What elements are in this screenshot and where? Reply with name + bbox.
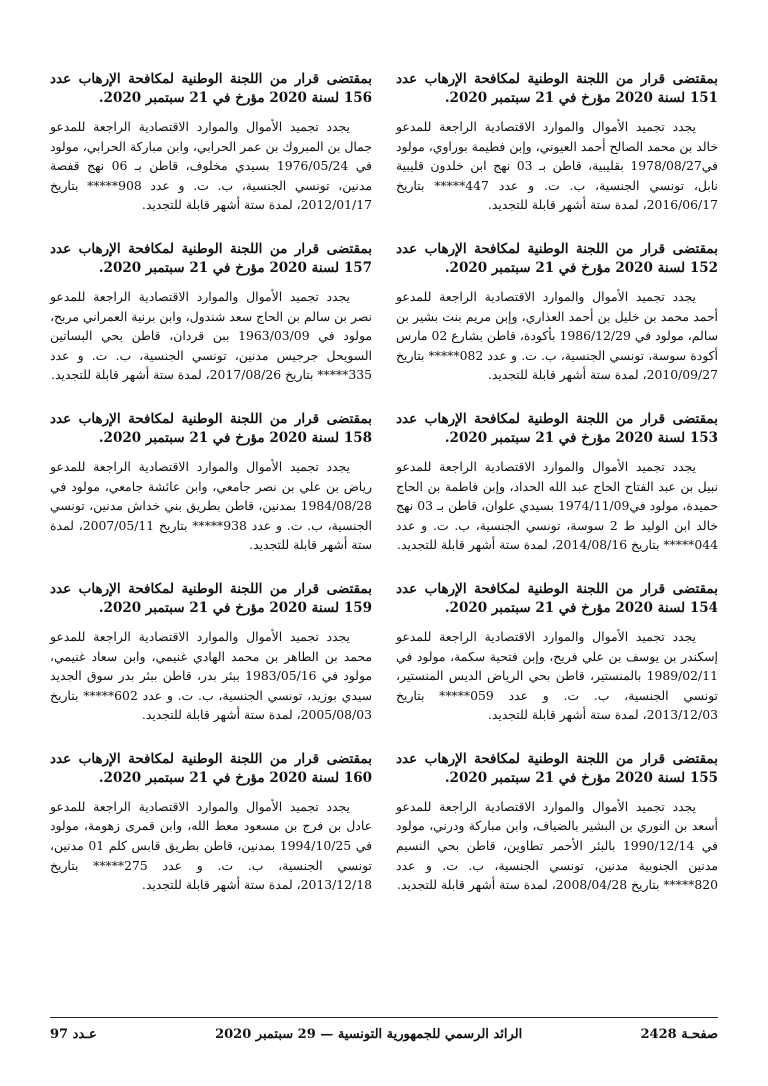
decree-body: يجدد تجميد الأموال والموارد الاقتصادية الراجعة للمدعو نصر بن سالم بن الحاج سعد شندول، وابن برنية العمراني مربح، مولود في 1963/03/09 ببن قردان، قاطن بحي البساتين السويحل جرجيس مدنين، تونسي الجنسية، ب. ت. و عدد 335***** بتاريخ 2017/08/26، لمدة ستة أشهر قابلة للتجديد. (50, 288, 372, 383)
decree-154 (396, 580, 718, 725)
decree-title: بمقتضى قرار من اللجنة الوطنية لمكافحة الإرهاب عدد 157 لسنة 2020 مؤرخ في 21 سبتمبر 2020. (50, 240, 372, 276)
decree-151 (396, 70, 718, 215)
decree-title: بمقتضى قرار من اللجنة الوطنية لمكافحة الإرهاب عدد 158 لسنة 2020 مؤرخ في 21 سبتمبر 2020. (50, 410, 372, 446)
decree-153 (396, 410, 718, 555)
decree-152 (396, 240, 718, 385)
decree-body: يجدد تجميد الأموال والموارد الاقتصادية الراجعة للمدعو محمد بن الطاهر بن محمد الهادي غنيمي، وابن سعاد غنيمي، مولود في 1983/05/16 ببئر بدر، قاطن ببئر بدر سوق الجديد سيدي بوزيد، تونسي الجنسية، ب. ت. و عدد 602***** بتاريخ 2005/08/03، لمدة ستة أشهر قابلة للتجديد. (50, 628, 372, 723)
decree-title: بمقتضى قرار من اللجنة الوطنية لمكافحة الإرهاب عدد 151 لسنة 2020 مؤرخ في 21 سبتمبر 2020. (396, 71, 718, 106)
decree-157 (50, 240, 372, 385)
decree-160 (50, 750, 372, 895)
decree-156 (50, 70, 372, 215)
decree-title: بمقتضى قرار من اللجنة الوطنية لمكافحة الإرهاب عدد 160 لسنة 2020 مؤرخ في 21 سبتمبر 2020. (50, 750, 372, 786)
decree-body: يجدد تجميد الأموال والموارد الاقتصادية الراجعة للمدعو جمال بن المبروك بن عمر الحرابي، وابن مباركة الحرابي، مولود في 1976/05/24 بسيدي مخلوف، قاطن بـ 06 نهج قفصة مدنين، تونسي الجنسية، ب. ت. و عدد 908***** بتاريخ 2012/01/17، لمدة ستة أشهر قابلة للتجديد. (50, 119, 372, 213)
footer-divider (50, 1017, 718, 1018)
decree-title: بمقتضى قرار من اللجنة الوطنية لمكافحة الإرهاب عدد 159 لسنة 2020 مؤرخ في 21 سبتمبر 2020. (50, 580, 372, 616)
decree-body: يجدد تجميد الأموال والموارد الاقتصادية الراجعة للمدعو عادل بن فرج بن مسعود معط الله، وابن قمرى زهومة، مولود في 1994/10/25 بمدنين، قاطن بطريق قابس كلم 01 مدنين، تونسي الجنسية، ب. ت. و عدد 275***** بتاريخ 2013/12/18، لمدة ستة أشهر قابلة للتجديد. (50, 798, 373, 893)
journal-title: الرائد الرسمي للجمهورية التونسية — 29 سبتمبر 2020 (215, 1027, 523, 1042)
decree-158 (50, 410, 372, 555)
decree-title: بمقتضى قرار من اللجنة الوطنية لمكافحة الإرهاب عدد 156 لسنة 2020 مؤرخ في 21 سبتمبر 2020. (50, 71, 372, 106)
decree-title: بمقتضى قرار من اللجنة الوطنية لمكافحة الإرهاب عدد 153 لسنة 2020 مؤرخ في 21 سبتمبر 2020. (396, 410, 718, 446)
decree-title: بمقتضى قرار من اللجنة الوطنية لمكافحة الإرهاب عدد 155 لسنة 2020 مؤرخ في 21 سبتمبر 2020. (396, 750, 718, 786)
decree-body: يجدد تجميد الأموال والموارد الاقتصادية الراجعة للمدعو خالد بن محمد الصالح أحمد العيوني، وإبن فطيمة بوراوي، مولود في1978/08/27 بقليبية، قاطن بـ 03 نهج ابن خلدون قليبية نابل، تونسي الجنسية، ب. ت. و عدد 447***** بتاريخ 2016/06/17، لمدة ستة أشهر قابلة للتجديد. (396, 119, 718, 213)
decree-body: يجدد تجميد الأموال والموارد الاقتصادية الراجعة للمدعو إسكندر بن يوسف بن علي فريح، وإبن فتحية سكمة، مولود في 1989/02/11 بالمنستير، قاطن بحي الرياض الديس المنستير، تونسي الجنسية، ب. ت. و عدد 059***** بتاريخ 2013/12/03، لمدة ستة أشهر قابلة للتجديد. (396, 628, 719, 723)
decree-body: يجدد تجميد الأموال والموارد الاقتصادية الراجعة للمدعو أحمد محمد بن خليل بن أحمد العذاري، وإبن مريم بنت بشير بن سالم، مولود في 1986/12/29 بأكودة، قاطن بشارع 02 مارس أكودة سوسة، تونسي الجنسية، ب. ت. و عدد 082***** بتاريخ 2010/09/27، لمدة ستة أشهر قابلة للتجديد. (396, 288, 718, 383)
document-columns (50, 70, 718, 920)
decree-body: يجدد تجميد الأموال والموارد الاقتصادية الراجعة للمدعو أسعد بن النوري بن البشير بالضياف، وابن مباركة ودرني، مولود في 1990/12/14 بالبئر الأحمر تطاوين، قاطن بحي النسيم مدنين الجنوبية مدنين، تونسي الجنسية، ب. ت. و عدد 820***** بتاريخ 2008/04/28، لمدة ستة أشهر قابلة للتجديد. (396, 798, 718, 893)
issue-number: عـدد 97 (50, 1027, 97, 1042)
page-footer (50, 1026, 718, 1044)
decree-155 (396, 750, 718, 895)
column-right (396, 70, 718, 920)
decree-body: يجدد تجميد الأموال والموارد الاقتصادية الراجعة للمدعو رياض بن علي بن نصر جامعي، وابن عائشة جامعي، مولود في 1984/08/28 بمدنين، قاطن بطريق بني خداش مدنين، تونسي الجنسية، ب. ت. و عدد 938***** بتاريخ 2007/05/11، لمدة ستة أشهر قابلة للتجديد. (50, 458, 372, 553)
decree-159 (50, 580, 372, 725)
column-left (50, 70, 372, 920)
decree-body: يجدد تجميد الأموال والموارد الاقتصادية الراجعة للمدعو نبيل بن عبد الفتاح الحاج عبد الله الحداد، وإبن فاطمة بن الحاج حميدة، مولود في1974/11/09 بسيدي علوان، قاطن بـ 03 نهج خالد ابن الوليد ط 2 سوسة، تونسي الجنسية، ب. ت. و عدد 044***** بتاريخ 2014/08/16، لمدة ستة أشهر قابلة للتجديد. (396, 458, 718, 553)
decree-title: بمقتضى قرار من اللجنة الوطنية لمكافحة الإرهاب عدد 152 لسنة 2020 مؤرخ في 21 سبتمبر 2020. (396, 240, 718, 276)
page-number: صفحـة 2428 (640, 1027, 718, 1042)
decree-title: بمقتضى قرار من اللجنة الوطنية لمكافحة الإرهاب عدد 154 لسنة 2020 مؤرخ في 21 سبتمبر 2020. (396, 580, 718, 616)
